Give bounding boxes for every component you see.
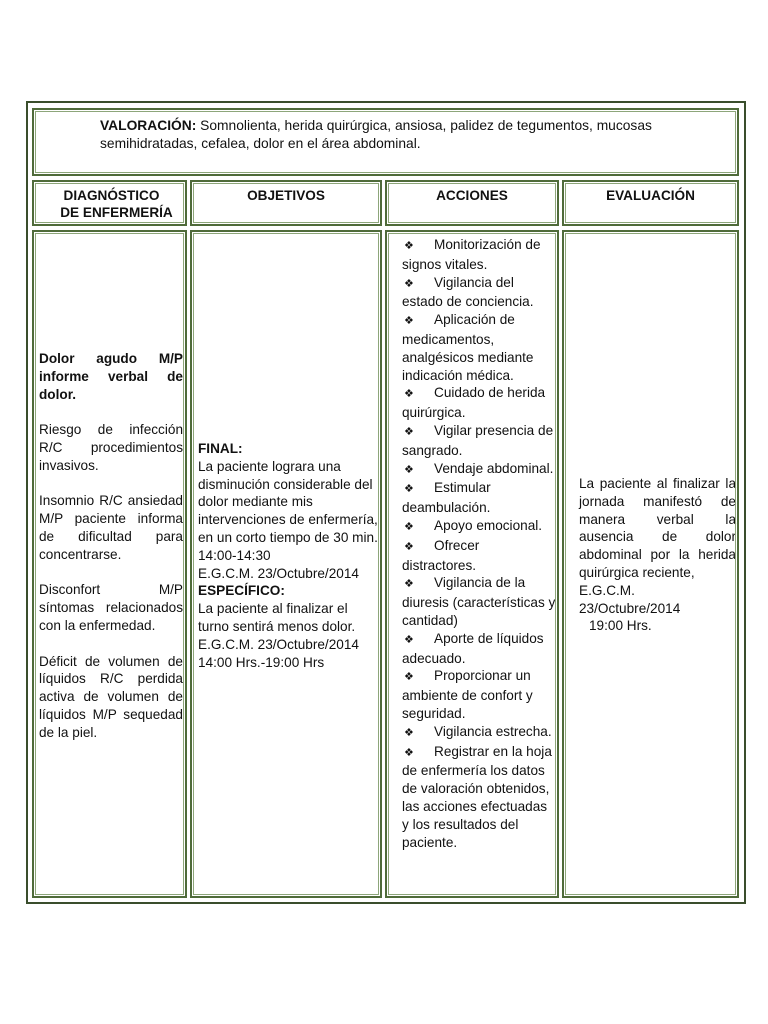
diagnostico-list xyxy=(39,350,183,742)
accion-text: Vendaje abdominal. xyxy=(434,460,554,476)
diagnostico-cell xyxy=(32,230,187,898)
valoracion-text: Somnolienta, herida quirúrgica, ansiosa, palidez de tegumentos, mucosas semihidratadas, cefalea, dolor en el área abdominal. xyxy=(100,118,652,151)
diamond-bullet-icon: ❖ xyxy=(404,240,414,252)
accion-text: Aplicación de medicamentos, analgésicos mediante indicación médica. xyxy=(402,312,534,383)
accion-item xyxy=(402,460,556,480)
diamond-bullet-icon: ❖ xyxy=(404,277,414,290)
diamond-bullet-icon: ❖ xyxy=(404,483,414,496)
diagnostico-item: Dolor agudo M/P informe verbal de dolor. xyxy=(39,351,183,402)
accion-item xyxy=(402,574,556,629)
diagnostico-item: Riesgo de infección R/C procedimientos invasivos. xyxy=(39,422,183,473)
accion-item xyxy=(402,479,556,517)
accion-text: Cuidado de herida quirúrgica. xyxy=(402,385,546,421)
acciones-cell xyxy=(385,230,559,898)
diamond-bullet-icon: ❖ xyxy=(404,388,414,401)
accion-item xyxy=(402,743,556,852)
diagnostico-item: Insomnio R/C ansiedad M/P paciente informa de dificultad para concentrarse. xyxy=(39,493,183,562)
evaluacion-signature: E.G.C.M. 23/Octubre/2014 xyxy=(579,582,681,616)
objetivo-final-time: 14:00-14:30 xyxy=(198,547,271,563)
accion-text: Ofrecer distractores. xyxy=(402,537,480,573)
accion-text: Apoyo emocional. xyxy=(434,517,543,533)
accion-text: Vigilancia del estado de conciencia. xyxy=(402,274,534,310)
accion-item xyxy=(402,384,556,422)
objetivo-especifico-text: La paciente al finalizar el turno sentirá menos dolor. xyxy=(198,601,356,634)
accion-item xyxy=(402,667,556,722)
diagnostico-item: Disconfort M/P síntomas relacionados con la enfermedad. xyxy=(39,582,183,633)
evaluacion-time: 19:00 Hrs. xyxy=(589,618,652,634)
accion-item xyxy=(402,537,556,575)
diamond-bullet-icon: ❖ xyxy=(404,463,414,476)
diamond-bullet-icon: ❖ xyxy=(404,578,414,591)
objetivo-final-label: FINAL: xyxy=(198,441,243,456)
objetivos-cell xyxy=(190,230,382,898)
accion-item xyxy=(402,422,556,460)
accion-item xyxy=(402,517,556,537)
accion-item xyxy=(402,274,556,312)
header-acciones xyxy=(385,180,559,226)
header-evaluacion xyxy=(562,180,739,226)
valoracion-paragraph xyxy=(100,117,680,153)
evaluacion-content xyxy=(579,475,736,635)
objetivo-final-signature: E.G.C.M. 23/Octubre/2014 xyxy=(198,565,359,581)
diamond-bullet-icon: ❖ xyxy=(404,726,414,739)
accion-text: Registrar en la hoja de enfermería los datos de valoración obtenidos, las acciones efectuadas y los resultados del paciente. xyxy=(402,743,552,850)
diamond-bullet-icon: ❖ xyxy=(404,520,414,533)
evaluacion-cell xyxy=(562,230,739,898)
objetivo-especifico-time: 14:00 Hrs.-19:00 Hrs xyxy=(198,654,325,670)
diamond-bullet-icon: ❖ xyxy=(404,746,414,759)
header-acciones-label: ACCIONES xyxy=(436,188,508,203)
accion-text: Proporcionar un ambiente de confort y seguridad. xyxy=(402,668,533,721)
diamond-bullet-icon: ❖ xyxy=(404,540,414,553)
diamond-bullet-icon: ❖ xyxy=(404,315,414,328)
header-diagnostico-line1: DIAGNÓSTICO xyxy=(63,188,160,203)
accion-text: Monitorización de signos vitales. xyxy=(402,237,541,272)
diamond-bullet-icon: ❖ xyxy=(404,633,414,646)
acciones-list xyxy=(402,236,556,851)
accion-item xyxy=(402,630,556,668)
header-diagnostico xyxy=(32,180,187,226)
header-objetivos-label: OBJETIVOS xyxy=(247,188,325,203)
diamond-bullet-icon: ❖ xyxy=(404,425,414,438)
accion-text: Vigilancia de la diuresis (características y cantidad) xyxy=(402,575,556,628)
objetivo-final-text: La paciente lograra una disminución considerable del dolor mediante mis intervenciones de enfermería, en un corto tiempo de 30 min. xyxy=(198,458,378,545)
accion-text: Aporte de líquidos adecuado. xyxy=(402,630,544,666)
evaluacion-text: La paciente al finalizar la jornada manifestó de manera verbal la ausencia de dolor abdominal por la herida quirúrgica reciente, xyxy=(579,476,736,580)
valoracion-label: VALORACIÓN: xyxy=(100,118,197,133)
accion-text: Estimular deambulación. xyxy=(402,480,491,516)
header-diagnostico-line2: DE ENFERMERÍA xyxy=(60,205,173,220)
header-evaluacion-label: EVALUACIÓN xyxy=(606,188,695,203)
objetivo-especifico-signature: E.G.C.M. 23/Octubre/2014 xyxy=(198,636,359,652)
accion-text: Vigilancia estrecha. xyxy=(434,723,552,739)
accion-text: Vigilar presencia de sangrado. xyxy=(402,422,554,458)
header-objetivos xyxy=(190,180,382,226)
valoracion-cell xyxy=(32,108,739,176)
objetivos-content xyxy=(198,440,380,671)
accion-item xyxy=(402,236,556,274)
accion-item xyxy=(402,311,556,384)
diamond-bullet-icon: ❖ xyxy=(404,671,414,684)
accion-item xyxy=(402,723,556,743)
objetivo-especifico-label: ESPECÍFICO: xyxy=(198,583,285,599)
diagnostico-item: Déficit de volumen de líquidos R/C perdida activa de volumen de líquidos M/P sequedad de la piel. xyxy=(39,653,183,740)
